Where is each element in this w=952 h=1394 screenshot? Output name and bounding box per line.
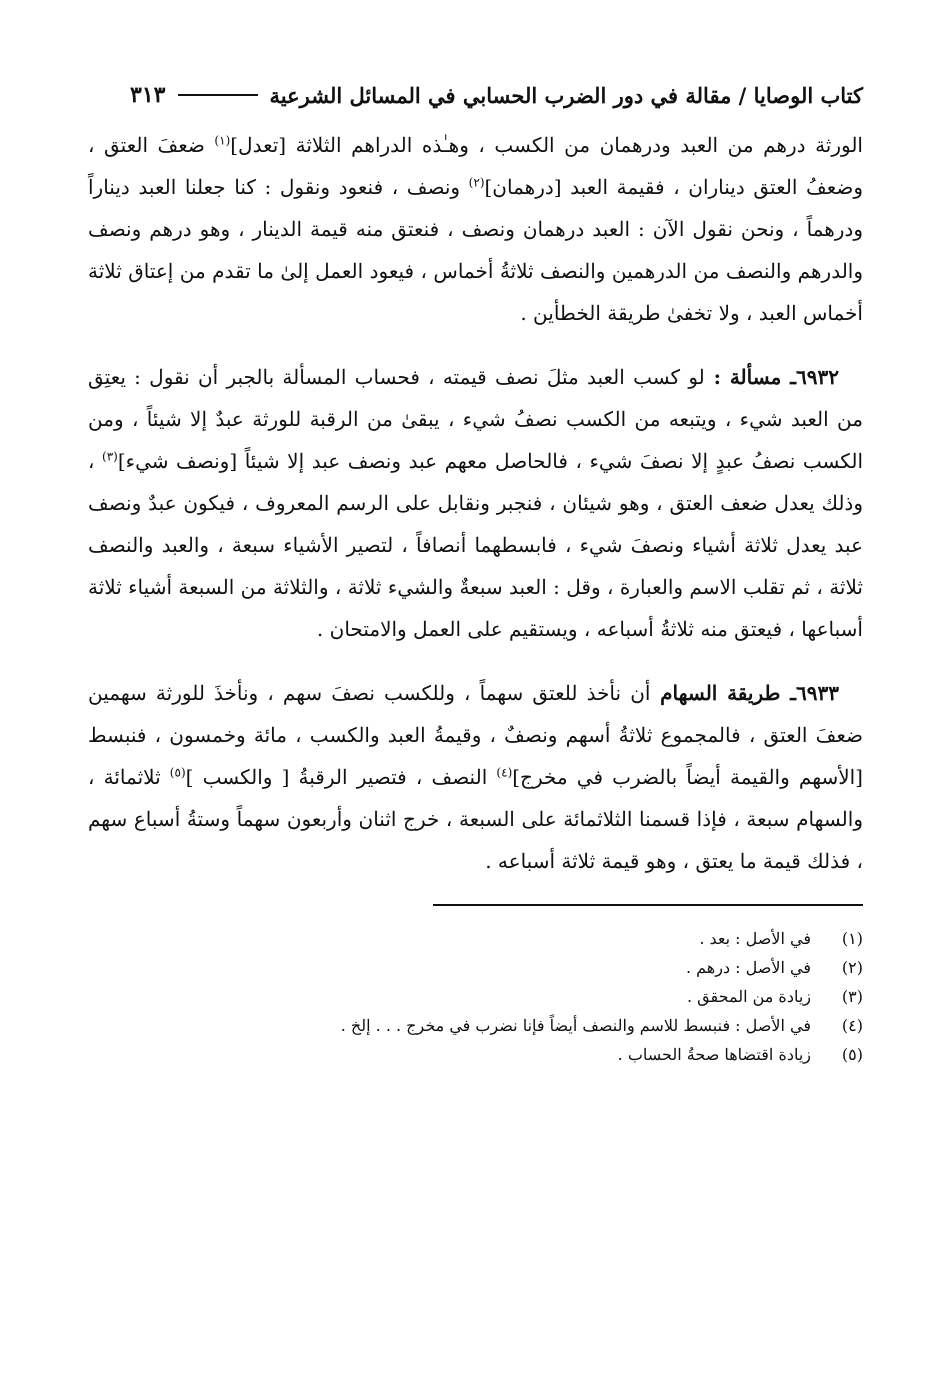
- footnote-number: (٥): [841, 1045, 863, 1064]
- header-rule: [178, 94, 258, 96]
- para3-text-2: النصف ، فتصير الرقبةُ [ والكسب ]: [185, 765, 497, 789]
- para3-text-3: ثلاثمائة ، والسهام سبعة ، فإذا قسمنا الثلاثمائة على السبعة ، خرج اثنان وأربعون سهماً وستةُ أسباع سهم ، فذلك قيمة ما يعتق ، وهو قيمة ثلاثة أسباعه .: [88, 765, 863, 873]
- page-number: ٣١٣: [130, 82, 166, 108]
- paragraph-6932: [88, 356, 863, 650]
- para1-text-2: ضعفَ العتق ، وضعفُ العتق ديناران ، فقيمة العبد [درهمان]: [88, 133, 863, 199]
- footnote-list: [88, 924, 863, 1069]
- para2-text-2: ، وذلك يعدل ضعف العتق ، وهو شيئان ، فنجبر ونقابل على الرسم المعروف ، فيكون عبدٌ ونصف عبد يعدل ثلاثة أشياء ونصفَ شيء ، فابسطهما أنصافاً ، لتصير الأشياء سبعة ، والعبد والنصف ثلاثة ، ثم تقلب الاسم والعبارة ، وقل : العبد سبعةٌ والشيء ثلاثة ، والثلاثة من السبعة أشياء ثلاثة أسباعها ، فيعتق منه ثلاثةُ أسباعه ، ويستقيم على العمل والامتحان .: [88, 449, 863, 641]
- paragraph-continuation: [88, 124, 863, 334]
- footnote-text: زيادة اقتضاها صحةُ الحساب .: [617, 1045, 811, 1064]
- section-title-6932: مسألة :: [704, 365, 791, 389]
- paragraph-6933: [88, 672, 863, 882]
- footnote-text: زيادة من المحقق .: [687, 987, 811, 1006]
- para3-text-1: أن نأخذ للعتق سهماً ، وللكسب نصفَ سهم ، ونأخذَ للورثة سهمين ضعفَ العتق ، فالمجموع ثلاثةُ أسهم ونصفٌ ، وقيمةُ العبد والكسب ، مائة وخمسون ، فنبسط [الأسهم والقيمة أيضاً بالضرب في مخرج]: [88, 681, 863, 789]
- footnote-text: في الأصل : فنبسط للاسم والنصف أيضاً فإنا نضرب في مخرج . . . إلخ .: [340, 1016, 811, 1035]
- footnote-item: [88, 1011, 863, 1040]
- footnote-item: [88, 924, 863, 953]
- footnote-item: [88, 1040, 863, 1069]
- footnote-item: [88, 953, 863, 982]
- footnote-separator: [433, 904, 863, 906]
- footnote-ref-3[interactable]: (٣): [102, 449, 118, 464]
- section-number-6932: ٦٩٣٢ـ: [790, 365, 839, 389]
- para1-text-3: ونصف ، فنعود ونقول : كنا جعلنا العبد ديناراً ودرهماً ، ونحن نقول الآن : العبد درهمان ونصف ، فنعتق منه قيمة الدينار ، وهو درهم ونصف والدرهم والنصف من الدرهمين والنصف ثلاثةُ أخماس ، فيعود العمل إلىٰ ما تقدم من إعتاق ثلاثة أخماس العبد ، ولا تخفىٰ طريقة الخطأين .: [88, 175, 863, 325]
- footnote-number: (٤): [841, 1016, 863, 1035]
- footnote-ref-4[interactable]: (٤): [496, 765, 513, 780]
- para2-text-1: لو كسب العبد مثلَ نصف قيمته ، فحساب المسألة بالجبر أن نقول : يعتِق من العبد شيء ، ويتبعه من الكسب نصفُ شيء ، يبقىٰ من الرقبة للورثة عبدٌ إلا شيئاً ، ومن الكسب نصفُ عبدٍ إلا نصفَ شيء ، فالحاصل معهم عبد ونصف عبد إلا شيئاً [ونصف شيء]: [88, 365, 864, 473]
- footnote-number: (١): [841, 929, 863, 948]
- footnote-text: في الأصل : درهم .: [685, 958, 811, 977]
- footnote-ref-5[interactable]: (٥): [169, 765, 186, 780]
- footnote-ref-1[interactable]: (١): [214, 133, 231, 148]
- footnote-ref-2[interactable]: (٢): [468, 175, 485, 190]
- footnote-item: [88, 982, 863, 1011]
- section-title-6933: طريقة السهام: [650, 681, 791, 705]
- running-header: [88, 70, 863, 120]
- footnote-text: في الأصل : بعد .: [699, 929, 811, 948]
- section-number-6933: ٦٩٣٣ـ: [790, 681, 839, 705]
- book-page: [88, 70, 863, 1069]
- footnote-number: (٣): [841, 987, 863, 1006]
- header-title: كتاب الوصايا / مقالة في دور الضرب الحسابي في المسائل الشرعية: [269, 82, 863, 108]
- footnote-number: (٢): [841, 958, 863, 977]
- para1-text-1: الورثة درهم من العبد ودرهمان من الكسب ، وهـٰذه الدراهم الثلاثة [تعدل]: [230, 133, 863, 157]
